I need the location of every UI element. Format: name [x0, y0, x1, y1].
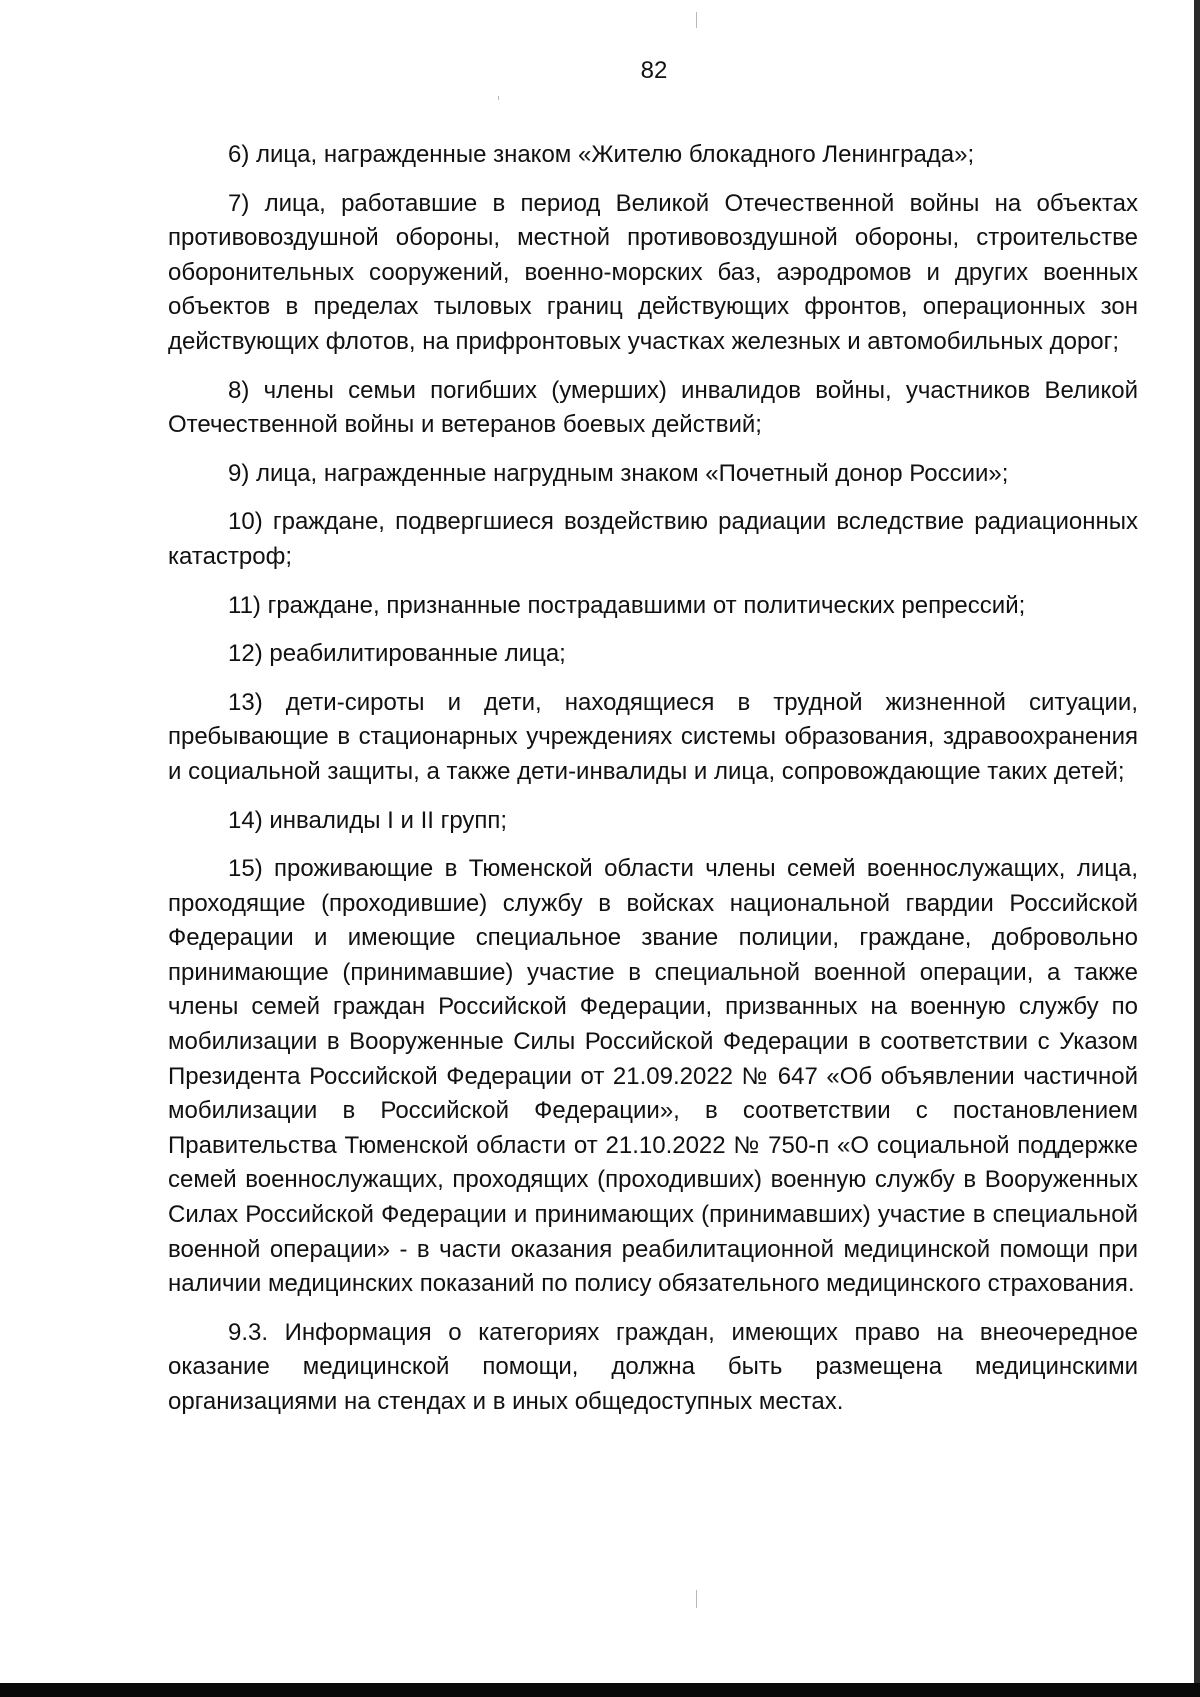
list-item-14: 14) инвалиды I и II групп;: [228, 806, 508, 834]
list-item-9: 9) лица, награжденные нагрудным знаком «Почетный донор России»;: [228, 459, 1009, 487]
scan-border-right: [1194, 0, 1200, 1697]
list-item-11: 11) граждане, признанные пострадавшими от политических репрессий;: [228, 591, 1026, 619]
list-item-8: 8) члены семьи погибших (умерших) инвалидов войны, участников Великой Отечественной войны и ветеранов боевых действий;: [168, 376, 1138, 439]
list-item-15: 15) проживающие в Тюменской области члены семей военнослужащих, лица, проходящие (проходившие) службу в войсках национальной гвардии Российской Федерации и имеющие специальное звание полиции, граждане, добровольно принимающие (принимавшие) участие в специальной военной операции, а также члены семей граждан Российской Федерации, призванных на военную службу по мобилизации в Вооруженные Силы Российской Федерации в соответствии с Указом Президента Российской Федерации от 21.09.2022 № 647 «Об объявлении частичной мобилизации в Российской Федерации», в соответствии с постановлением Правительства Тюменской области от 21.10.2022 № 750-п «О социальной поддержке семей военнослужащих, проходящих (проходивших) военную службу в Вооруженных Силах Российской Федерации и принимающих (принимавших) участие в специальной военной операции» - в части оказания реабилитационной медицинской помощи при наличии медицинских показаний по полису обязательного медицинского страхования.: [168, 855, 1138, 1298]
list-item-6: 6) лица, награжденные знаком «Жителю блокадного Ленинграда»;: [228, 141, 975, 168]
list-item-7: 7) лица, работавшие в период Великой Отечественной войны на объектах противовоздушной обороны, местной противовоздушной обороны, строительстве оборонительных сооружений, военно-морских баз, аэродромов и других военных объектов в пределах тыловых границ действующих фронтов, операционных зон действующих флотов, на прифронтовых участках железных и автомобильных дорог;: [168, 189, 1138, 355]
scan-border-bottom: [0, 1683, 1200, 1697]
scan-speck: [498, 96, 499, 100]
section-9-3: 9.3. Информация о категориях граждан, имеющих право на внеочередное оказание медицинской помощи, должна быть размещена медицинскими организациями на стендах и в иных общедоступных местах.: [168, 1318, 1138, 1415]
list-item-12: 12) реабилитированные лица;: [228, 640, 566, 668]
scan-speck: [696, 1590, 697, 1608]
document-body: [168, 138, 1138, 1434]
scan-speck: [696, 12, 697, 28]
list-item-13: 13) дети-сироты и дети, находящиеся в трудной жизненной ситуации, пребывающие в стационарных учреждениях системы образования, здравоохранения и социальной защиты, а также дети-инвалиды и лица, сопровождающие таких детей;: [168, 688, 1138, 785]
page-number: 82: [640, 57, 668, 84]
list-item-10: 10) граждане, подвергшиеся воздействию радиации вследствие радиационных катастроф;: [168, 508, 1138, 570]
